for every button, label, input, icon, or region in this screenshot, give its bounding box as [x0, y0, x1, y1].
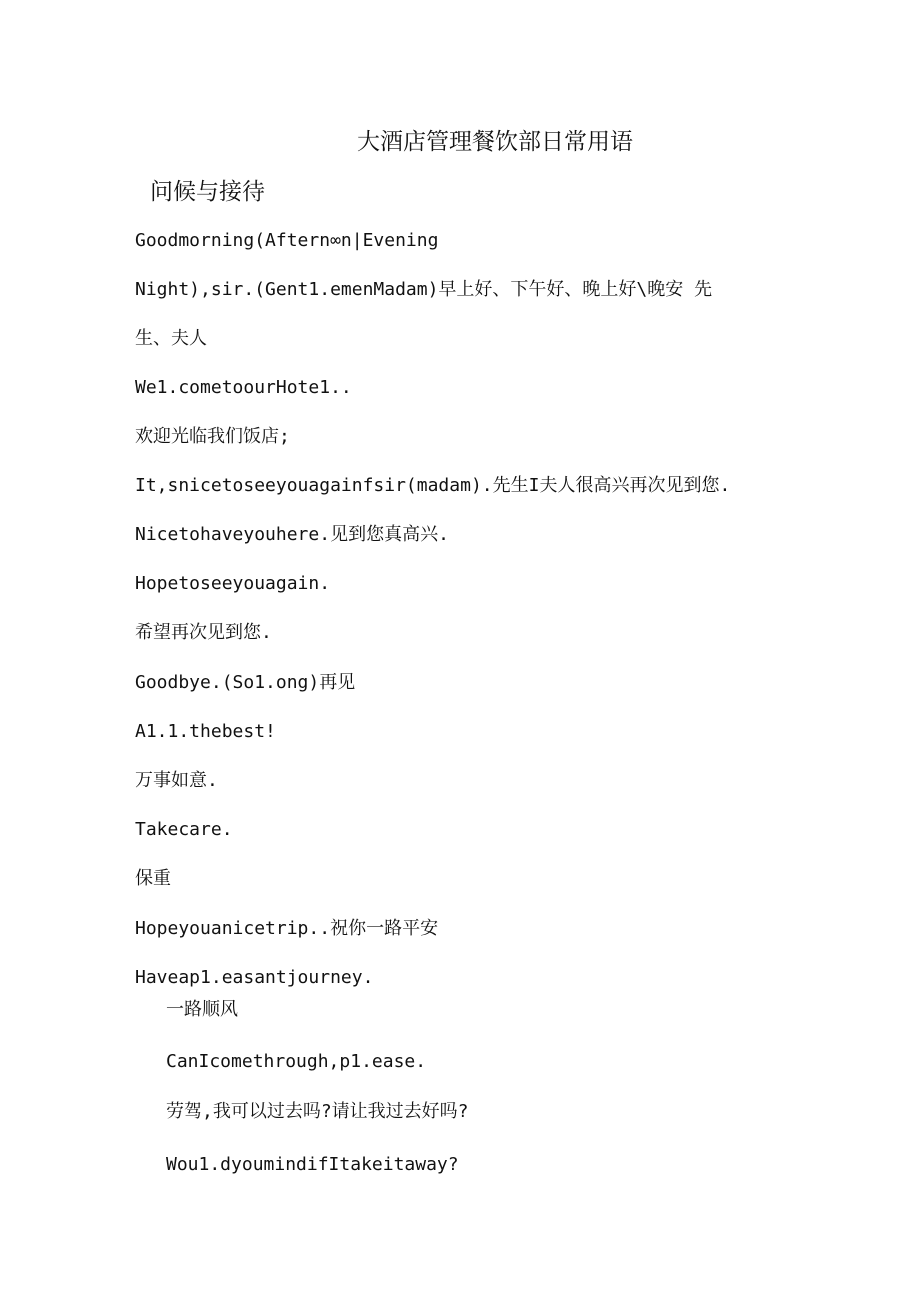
text-line: Hopetoseeyouagain.: [135, 573, 331, 594]
text-line: Goodmorning(Aftern∞n|Evening: [135, 230, 439, 251]
text-line: 生、夫人: [135, 328, 207, 349]
text-line: Takecare.: [135, 819, 233, 840]
text-line: We1.cometoourHote1..: [135, 377, 352, 398]
text-line: Nicetohaveyouhere.见到您真高兴.: [135, 524, 449, 545]
text-line: Night),sir.(Gent1.emenMadam)早上好、下午好、晚上好\晚安 先: [135, 279, 713, 300]
text-line: A1.1.thebest!: [135, 721, 276, 742]
text-line: CanIcomethrough,p1.ease.: [166, 1051, 427, 1072]
text-line: Goodbye.(So1.ong)再见: [135, 672, 356, 693]
text-line: 欢迎光临我们饭店;: [135, 426, 290, 447]
text-line: Wou1.dyoumindifItakeitaway?: [166, 1154, 459, 1175]
text-line: 万事如意.: [135, 770, 218, 791]
document-title: 大酒店管理餐饮部日常用语: [357, 129, 633, 155]
text-line: Hopeyouanicetrip..祝你一路平安: [135, 918, 439, 939]
section-heading: 问候与接待: [150, 179, 265, 205]
text-line: Haveap1.easantjourney.: [135, 967, 374, 988]
text-line: 希望再次见到您.: [135, 622, 272, 643]
text-line: 一路顺风: [166, 999, 238, 1020]
text-line: 保重: [135, 868, 171, 889]
text-line: 劳驾,我可以过去吗?请让我过去好吗?: [166, 1101, 469, 1122]
text-line: It,snicetoseeyouagainfsir(madam).先生I夫人很高兴再次见到您.: [135, 475, 731, 496]
